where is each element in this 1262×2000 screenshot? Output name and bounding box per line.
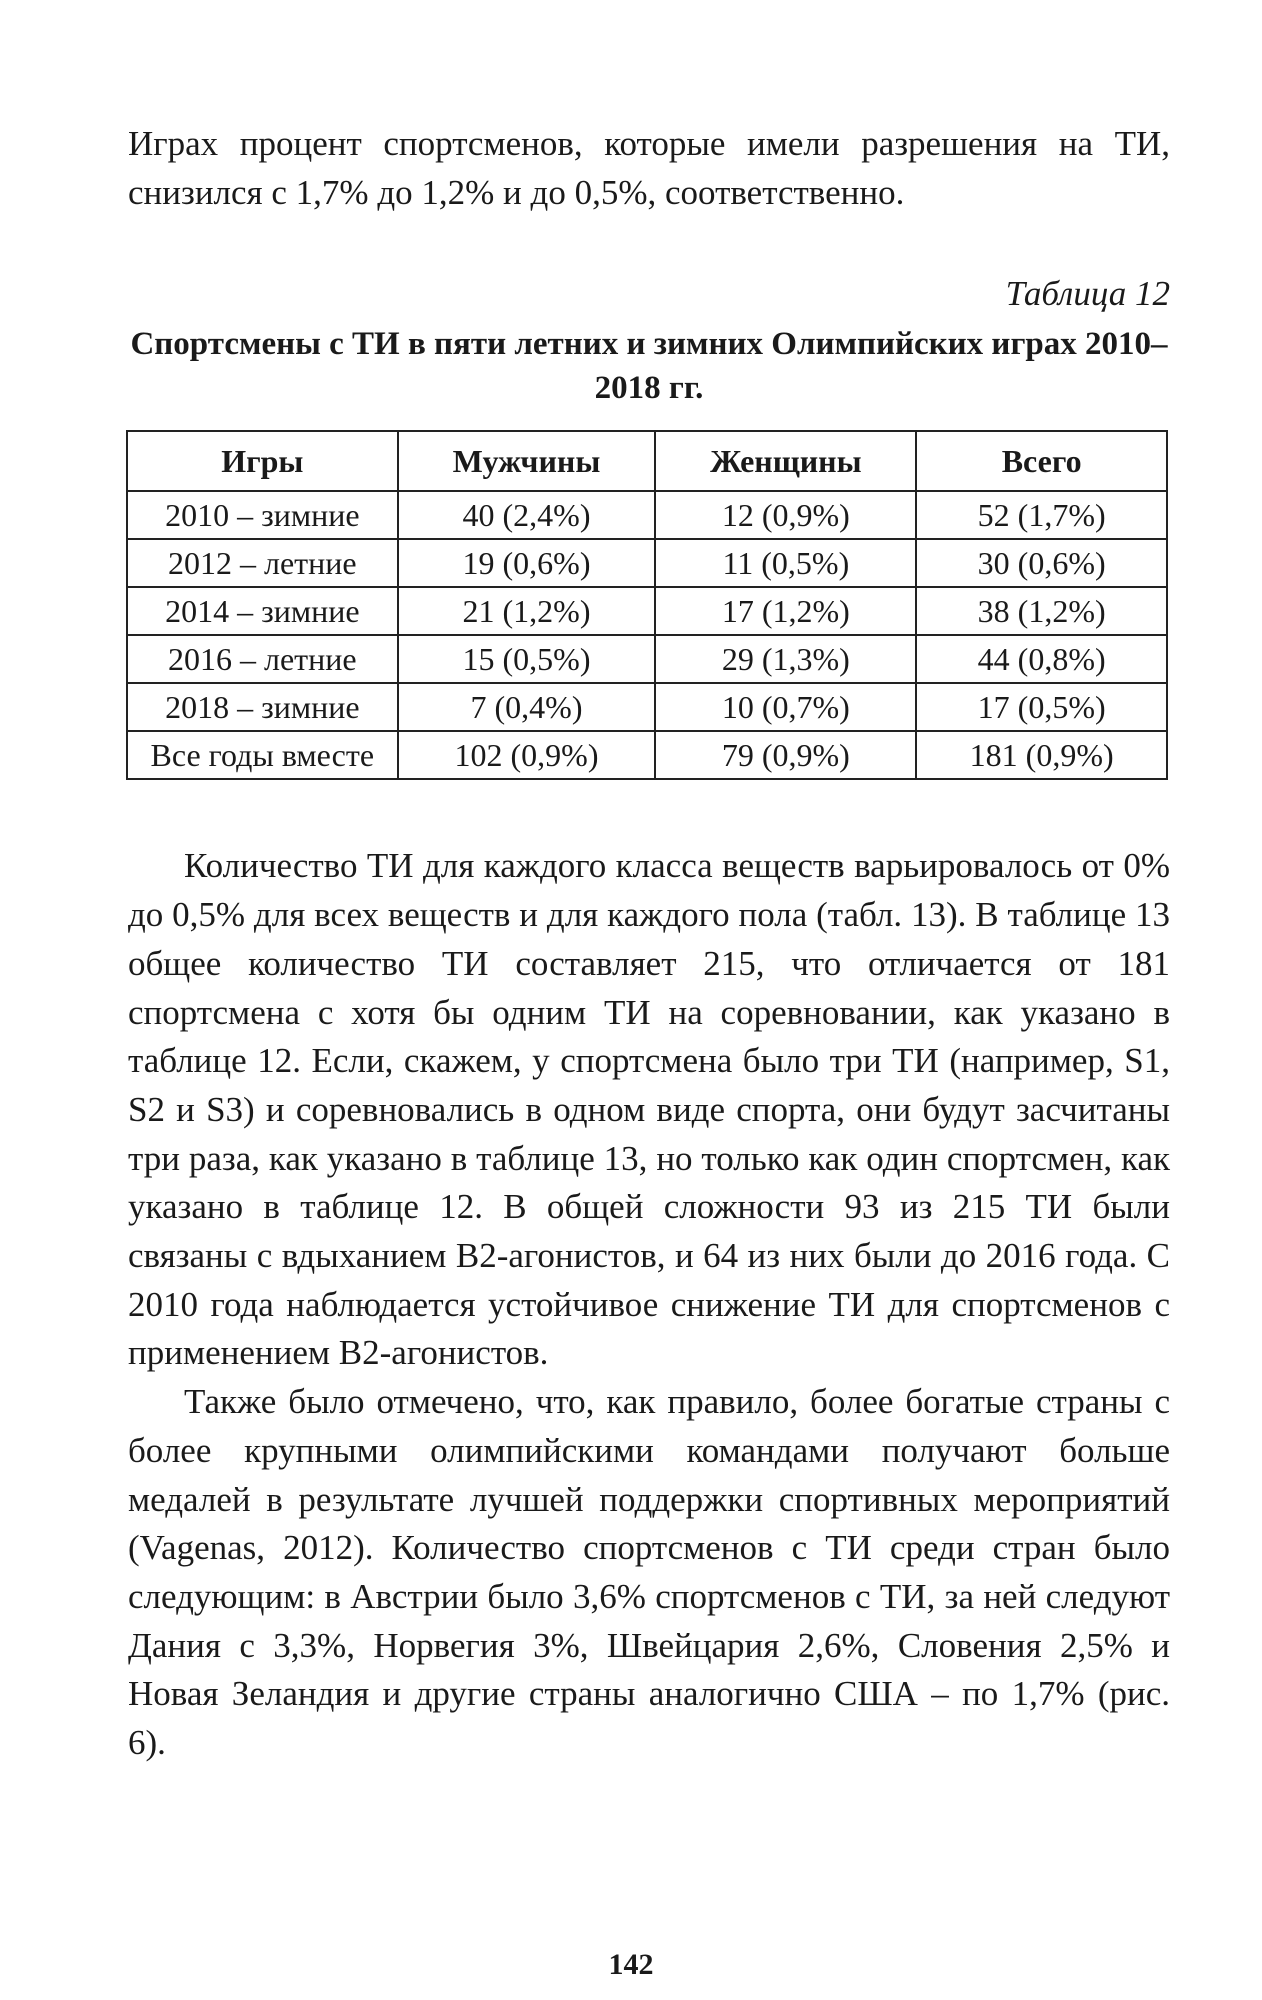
cell-total: 38 (1,2%) bbox=[916, 587, 1167, 635]
cell-games: Все годы вместе bbox=[127, 731, 398, 779]
athletes-table bbox=[126, 430, 1168, 780]
table-row bbox=[127, 683, 1167, 731]
cell-women: 10 (0,7%) bbox=[655, 683, 916, 731]
table-row bbox=[127, 635, 1167, 683]
cell-total: 181 (0,9%) bbox=[916, 731, 1167, 779]
table-row bbox=[127, 491, 1167, 539]
cell-men: 21 (1,2%) bbox=[398, 587, 656, 635]
cell-men: 15 (0,5%) bbox=[398, 635, 656, 683]
body-paragraph-2: Также было отмечено, что, как правило, более богатые страны с более крупными олимпийскими командами получают больше медалей в результате лучшей поддержки спортивных мероприятий (Vagenas, 2012). Количество спортсменов с ТИ среди стран было следующим: в Австрии было 3,6% спортсменов с ТИ, за ней следуют Дания с 3,3%, Норвегия 3%, Швейцария 2,6%, Словения 2,5% и Новая Зеландия и другие страны аналогично США – по 1,7% (рис. 6). bbox=[128, 1382, 1170, 1763]
header-total: Всего bbox=[916, 431, 1167, 491]
cell-men: 7 (0,4%) bbox=[398, 683, 656, 731]
cell-total: 44 (0,8%) bbox=[916, 635, 1167, 683]
table-title: Спортсмены с ТИ в пяти летних и зимних Олимпийских играх 2010–2018 гг. bbox=[130, 326, 1168, 407]
table-caption: Таблица 12 bbox=[1005, 274, 1170, 314]
header-games: Игры bbox=[127, 431, 398, 491]
cell-games: 2016 – летние bbox=[127, 635, 398, 683]
cell-men: 40 (2,4%) bbox=[398, 491, 656, 539]
cell-women: 11 (0,5%) bbox=[655, 539, 916, 587]
intro-paragraph: Играх процент спортсменов, которые имели разрешения на ТИ, снизился с 1,7% до 1,2% и до 0,5%, соответственно. bbox=[128, 124, 1170, 212]
table-row bbox=[127, 587, 1167, 635]
table-row bbox=[127, 539, 1167, 587]
table-header-row bbox=[127, 431, 1167, 491]
page-number: 142 bbox=[608, 1948, 654, 1981]
cell-women: 17 (1,2%) bbox=[655, 587, 916, 635]
cell-total: 30 (0,6%) bbox=[916, 539, 1167, 587]
body-paragraph-1: Количество ТИ для каждого класса веществ варьировалось от 0% до 0,5% для всех веществ и для каждого пола (табл. 13). В таблице 13 общее количество ТИ составляет 215, что отличается от 181 спортсмена с хотя бы одним ТИ на соревновании, как указано в таблице 12. Если, скажем, у спортсмена было три ТИ (например, S1, S2 и S3) и соревновались в одном виде спорта, они будут засчитаны три раза, как указано в таблице 13, но только как один спортсмен, как указано в таблице 12. В общей сложности 93 из 215 ТИ были связаны с вдыханием B2-агонистов, и 64 из них были до 2016 года. С 2010 года наблюдается устойчивое снижение ТИ для спортсменов с применением B2-агонистов. bbox=[128, 846, 1170, 1373]
cell-games: 2012 – летние bbox=[127, 539, 398, 587]
cell-games: 2014 – зимние bbox=[127, 587, 398, 635]
cell-women: 29 (1,3%) bbox=[655, 635, 916, 683]
cell-women: 12 (0,9%) bbox=[655, 491, 916, 539]
table-row-total bbox=[127, 731, 1167, 779]
cell-men: 19 (0,6%) bbox=[398, 539, 656, 587]
cell-games: 2010 – зимние bbox=[127, 491, 398, 539]
cell-games: 2018 – зимние bbox=[127, 683, 398, 731]
page-content bbox=[128, 120, 1170, 1768]
header-women: Женщины bbox=[655, 431, 916, 491]
header-men: Мужчины bbox=[398, 431, 656, 491]
cell-total: 52 (1,7%) bbox=[916, 491, 1167, 539]
cell-men: 102 (0,9%) bbox=[398, 731, 656, 779]
cell-total: 17 (0,5%) bbox=[916, 683, 1167, 731]
cell-women: 79 (0,9%) bbox=[655, 731, 916, 779]
